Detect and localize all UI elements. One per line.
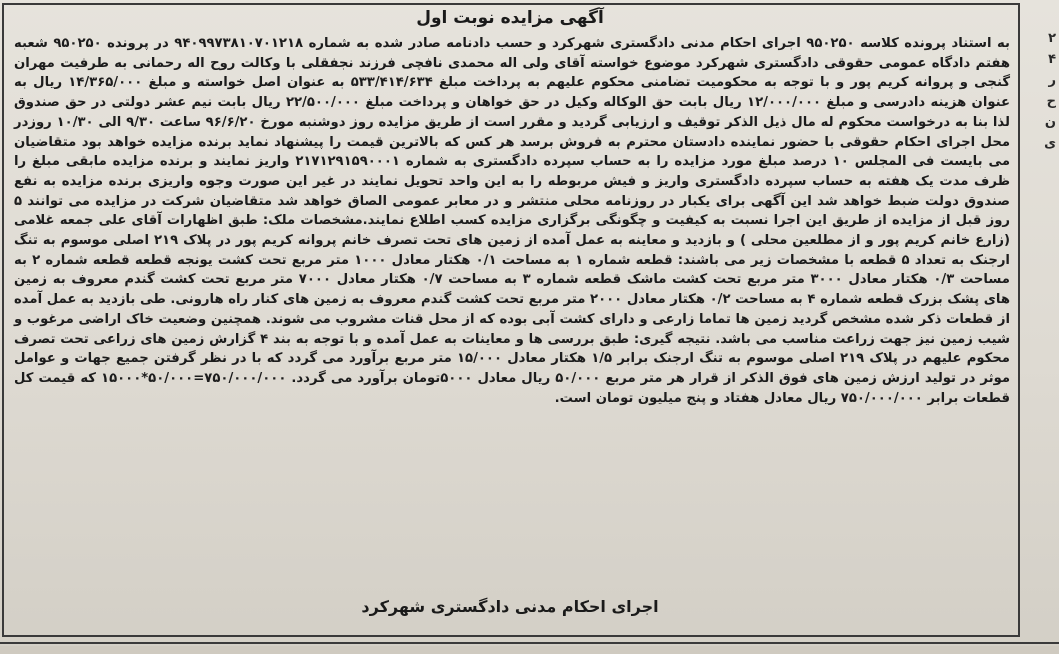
- fragment-char: ن: [1044, 115, 1056, 130]
- fragment-char: ح: [1046, 94, 1056, 109]
- adjacent-column-fragment: [1026, 28, 1056, 154]
- fragment-char: ر: [1048, 73, 1056, 88]
- next-notice-edge: [0, 646, 1059, 654]
- fragment-char: ۲: [1048, 31, 1056, 46]
- fragment-char: ۴: [1048, 52, 1056, 67]
- notice-signature: اجرای احکام مدنی دادگستری شهرکرد: [361, 597, 659, 616]
- fragment-char: ی: [1044, 136, 1056, 151]
- notice-title: آگهی مزایده نوبت اول: [416, 8, 604, 28]
- bottom-divider: [0, 642, 1059, 644]
- notice-body: به استناد پرونده کلاسه ۹۵۰۲۵۰ اجرای احکام مدنی دادگستری شهرکرد و حسب دادنامه صادر شده به شماره ۹۴۰۹۹۷۳۸۱۰۷۰۱۲۱۸ در پرونده ۹۵۰۲۵۰ شعبه هفتم دادگاه عمومی حقوقی دادگستری شهرکرد موضوع خواسته آقای ولی اله محمدی نافچی فرزند نجفقلی با وکالت روح اله رحمانی به طرفیت مهران گنجی و پروانه کریم پور و با توجه به محکومیت تضامنی محکوم علیهم به پرداخت مبلغ ۵۳۳/۴۱۴/۶۳۴ به عنوان اصل خواسته و مبلغ ۱۴/۳۶۵/۰۰۰ ریال به عنوان هزینه دادرسی و مبلغ ۱۲/۰۰۰/۰۰۰ ریال بابت حق الوکاله وکیل در حق خواهان و پرداخت مبلغ ۲۲/۵۰۰/۰۰۰ ریال بابت نیم عشر دولتی در حق صندوق لذا بنا به درخواست محکوم له مال ذیل الذکر توقیف و ارزیابی گردید و مقرر است از طریق مزایده روز دوشنبه مورخ ۹۶/۶/۲۰ ساعت ۹/۳۰ الی ۱۰/۳۰ روزدر محل اجرای احکام حقوقی با حضور نماینده دادستان محترم به فروش برسد هر کس که بالاترین قیمت را پیشنهاد نماید برنده مزایده خواهد بود متقاضیان می بایست فی المجلس ۱۰ درصد مبلغ مورد مزایده را به حساب سپرده دادگستری به شماره ۲۱۷۱۲۹۱۵۹۰۰۰۱ واریز نمایند و برنده مزایده مابقی مبلغ را ظرف مدت یک هفته به حساب سپرده دادگستری واریز و فیش مربوطه را به این واحد تحویل نمایند در غیر این صورت وجوه واریزی برنده مزایده به نفع صندوق دولت ضبط خواهد شد این آگهی برای یکبار در روزنامه محلی منتشر و در معابر عمومی الصاق خواهد شد متقاضیان شرکت در مزایده می توانند ۵ روز قبل از مزایده از طریق این اجرا نسبت به کیفیت و چگونگی برگزاری مزایده کسب اطلاع نمایند.مشخصات ملک: طبق اظهارات آقای علی جمعه غلامی (زارع خانم کریم پور و از مطلعین محلی ) و بازدید و معاینه به عمل آمده از زمین های تحت تصرف خانم پروانه کریم پور در پلاک ۲۱۹ اصلی موسوم به تنگ ارجنک به تعداد ۵ قطعه با مشخصات زیر می باشند: قطعه شماره ۱ به مساحت ۰/۱ هکتار معادل ۱۰۰۰ متر مربع تحت کشت یونجه قطعه قطعه شماره ۲ به مساحت ۰/۳ هکتار معادل ۳۰۰۰ متر مربع تحت کشت ماشک قطعه شماره ۳ به مساحت ۰/۷ هکتار معادل ۷۰۰۰ متر مربع تحت کشت گندم معروف به زمین های پشک بزرک قطعه شماره ۴ به مساحت ۰/۲ هکتار معادل ۲۰۰۰ متر مربع تحت کشت گندم معروف به زمین های کنار راه هارونی. طی بازدید به عمل آمده از قطعات ذکر شده مشخص گردید زمین ها تماما زارعی و دارای کشت آبی بوده که از محل قنات مشروب می شوند. همچنین وضعیت خاک اراضی مرغوب و شیب زمین نیز جهت زراعت مناسب می باشد. نتیجه گیری: طبق بررسی ها و معاینات به عمل آمده و با توجه به بند ۴ گزارش زمین های زراعی تحت تصرف محکوم علیهم در پلاک ۲۱۹ اصلی موسوم به تنگ ارجنک برابر ۱/۵ هکتار معادل ۱۵/۰۰۰ متر مربع برآورد می گردد که با در نظر گرفتن جمیع جهات و عوامل موثر در تولید ارزش زمین های فوق الذکر از قرار هر متر مربع ۵۰/۰۰۰ ریال معادل ۵۰۰۰تومان برآورد می گردد. ۷۵۰/۰۰۰/۰۰۰=۵۰/۰۰۰*۱۵۰۰۰ که قیمت کل قطعات برابر ۷۵۰/۰۰۰/۰۰۰ ریال معادل هفتاد و پنج میلیون تومان است.: [14, 36, 1011, 406]
